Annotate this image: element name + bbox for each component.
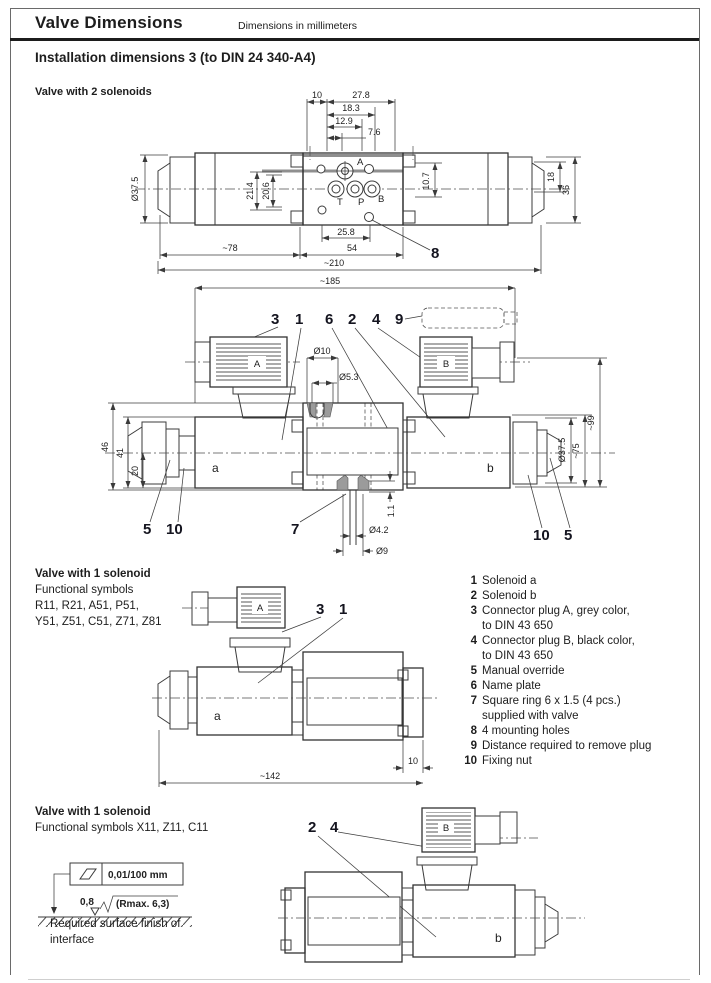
port-t-label: T: [337, 197, 343, 208]
callout-2: 2: [308, 819, 317, 836]
callout-10-left: 10: [166, 521, 183, 538]
dim-label: 18: [546, 171, 556, 183]
solenoid-b-letter: b: [487, 461, 494, 475]
dim-label: ~75: [571, 443, 581, 459]
dim-label: ~78: [222, 243, 238, 253]
callout-6: 6: [325, 311, 334, 328]
dim-label: ~210: [323, 258, 345, 268]
callout-7: 7: [291, 521, 300, 538]
name-plate: [307, 428, 398, 475]
dim-label: 1.1: [386, 504, 396, 518]
dim-label: Ø4.2: [369, 525, 389, 535]
roughness-value: 0,8: [80, 897, 94, 908]
dim-label: ~99: [586, 415, 596, 431]
dim-label: ~185: [319, 276, 341, 286]
side-view-drawing-2sol: [90, 270, 630, 562]
dim-label: 10: [407, 756, 419, 766]
legend-item: 3 Connector plug A, grey color,: [470, 605, 630, 617]
callout-3: 3: [316, 601, 325, 618]
flatness-icon: [80, 869, 96, 879]
port-p-label: P: [358, 197, 365, 208]
dim-label: 7.6: [368, 127, 381, 137]
callout-5-right: 5: [564, 527, 573, 544]
legend-item-cont: supplied with valve: [482, 710, 579, 722]
connector-plug-b: [417, 808, 538, 890]
dim-label: 18.3: [342, 103, 360, 113]
callout-9: 9: [395, 311, 404, 328]
callout-3: 3: [271, 311, 280, 328]
rmax-value: (Rmax. 6,3): [116, 899, 170, 910]
legend-item-cont: to DIN 43 650: [482, 650, 553, 662]
side-view-drawing-1sol-a: [140, 580, 460, 795]
callout-1: 1: [295, 311, 304, 328]
section-title: Installation dimensions 3 (to DIN 24 340-A4): [35, 50, 316, 65]
valve1-subtitle: Functional symbols: [35, 584, 134, 596]
surface-caption: Required surface finish of interface: [50, 918, 181, 946]
callout-1: 1: [339, 601, 348, 618]
connector-plug-a: [182, 587, 290, 672]
dim-label: 36: [561, 184, 571, 196]
legend-item: 2 Solenoid b: [470, 590, 537, 602]
legend-item: 6 Name plate: [470, 680, 541, 692]
solenoid-a-letter: a: [212, 461, 219, 475]
valve1-symbols-line1: R11, R21, A51, P51,: [35, 600, 139, 612]
legend-item: 8 4 mounting holes: [470, 725, 570, 737]
legend-list: [462, 574, 697, 769]
dim-label: 10.7: [421, 172, 431, 190]
legend-item: 5 Manual override: [470, 665, 565, 677]
dim-label: Ø37.5: [557, 437, 567, 463]
page-header: [10, 8, 699, 41]
dim-label: 21.4: [245, 182, 255, 200]
dim-label: Ø37.5: [130, 176, 140, 202]
dim-label: 41: [115, 447, 125, 459]
valve2-text-block: [35, 804, 208, 836]
dim-label: 20: [130, 465, 140, 477]
solenoid-a-letter: a: [214, 709, 221, 723]
connector-plug-b: [418, 337, 530, 418]
side-view-drawing-1sol-b: [270, 790, 600, 983]
legend-item: 7 Square ring 6 x 1.5 (4 pcs.): [470, 695, 621, 707]
plug-b-letter: B: [442, 823, 450, 834]
ports-group: [317, 157, 384, 222]
top-view-drawing: [120, 85, 620, 300]
dim-label: 46: [100, 441, 110, 453]
drawing1-label: Valve with 2 solenoids: [35, 86, 152, 98]
page-subtitle: Dimensions in millimeters: [238, 20, 358, 32]
plug-a-letter: A: [253, 359, 261, 370]
callout-4: 4: [372, 311, 381, 328]
page-bottom-rule: [28, 979, 690, 980]
dim-label: 12.9: [335, 116, 353, 126]
callout-2: 2: [348, 311, 357, 328]
plug-a-letter: A: [256, 603, 264, 614]
page-title: Valve Dimensions: [35, 13, 183, 32]
surface-texture-icon: [91, 908, 99, 915]
dim-label: 25.8: [337, 227, 355, 237]
plug-b-letter: B: [442, 359, 450, 370]
dim-label: Ø5.3: [339, 372, 359, 382]
flatness-value: 0,01/100 mm: [108, 870, 168, 881]
callout-10-right: 10: [533, 527, 550, 544]
valve-assembly: [278, 872, 585, 962]
valve2-title: Valve with 1 solenoid: [35, 806, 151, 818]
dimensions: [159, 730, 433, 787]
legend-item: 9 Distance required to remove plug: [470, 740, 652, 752]
legend-item: 1 Solenoid a: [470, 575, 537, 587]
legend-item: 4 Connector plug B, black color,: [470, 635, 635, 647]
leader-arrow-icon: [51, 907, 57, 914]
dim-label: Ø9: [376, 546, 389, 556]
dim-label: 54: [346, 243, 358, 253]
dim-label: 27.8: [352, 90, 370, 100]
legend-item-cont: to DIN 43 650: [482, 620, 553, 632]
solenoid-b-letter: b: [495, 931, 502, 945]
callout-4: 4: [330, 819, 339, 836]
legend-item: 10 Fixing nut: [464, 755, 532, 767]
dim-label: 10: [311, 90, 323, 100]
port-a-label: A: [357, 157, 364, 168]
port-b-label: B: [378, 194, 385, 205]
valve2-subtitle: Functional symbols X11, Z11, C11: [35, 822, 209, 834]
connector-plug-a: [185, 337, 300, 418]
valve1-title: Valve with 1 solenoid: [35, 568, 151, 580]
valve1-symbols-line2: Y51, Z51, C51, Z71, Z81: [35, 616, 162, 628]
valve-assembly: [152, 652, 440, 740]
callout-5-left: 5: [143, 521, 152, 538]
dim-label: ~142: [259, 771, 281, 781]
dim-label: 20.6: [261, 182, 271, 200]
dim-label: Ø10: [313, 346, 331, 356]
callout-8: 8: [431, 245, 440, 262]
